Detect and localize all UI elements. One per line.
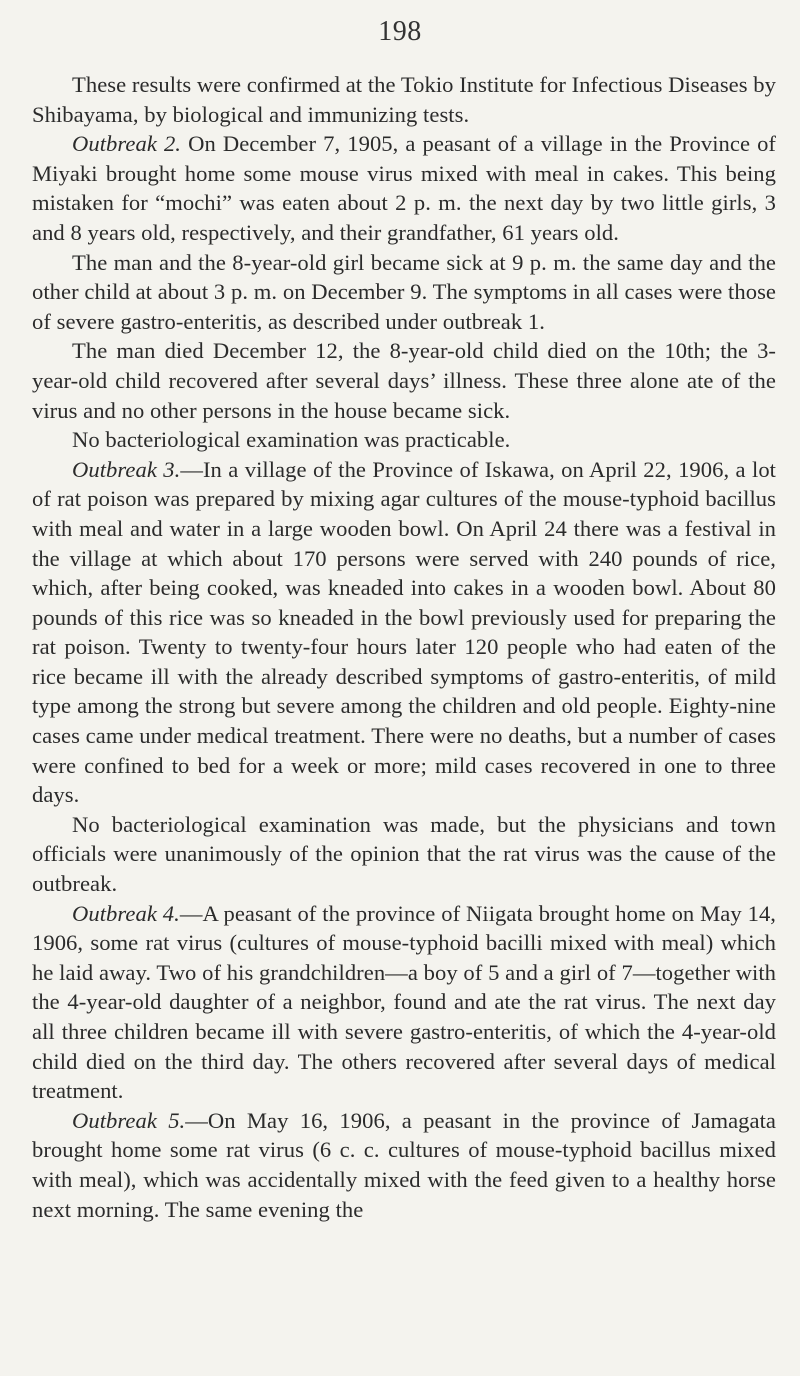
paragraph-text: These results were confirmed at the Tokio Institute for Infectious Diseases by Shibayama, by biological and immunizing tests. (32, 72, 776, 127)
paragraph-results-confirmed (32, 70, 776, 129)
body-text (32, 70, 776, 1224)
outbreak-label: Outbreak 2. (72, 131, 182, 157)
paragraph-outbreak-5 (32, 1106, 776, 1224)
paragraph-outbreak-4 (32, 899, 776, 1106)
paragraph-no-examination (32, 425, 776, 455)
paragraph-text: No bacteriological examination was made, but the physicians and town officials were unanimously of the opinion that the rat virus was the cause of the outbreak. (32, 811, 776, 897)
paragraph-physicians-opinion (32, 810, 776, 899)
paragraph-text: —A peasant of the province of Niigata brought home on May 14, 1906, some rat virus (cultures of mouse-typhoid bacilli mixed with meal) which he laid away. Two of his grandchildren—a boy of 5 and a girl of 7—together with the 4-year-old daughter of a neighbor, found and ate the rat virus. The next day all three children became ill with severe gastro-enteritis, of which the 4-year-old child died on the third day. The others recovered after several days of medical treatment. (32, 900, 776, 1104)
paragraph-text: —On May 16, 1906, a peasant in the province of Jamagata brought home some rat virus (6 c. c. cultures of mouse-typhoid bacillus mixed with meal), which was accidentally mixed with the feed given to a healthy horse next morning. The same evening the (32, 1107, 776, 1222)
outbreak-label: Outbreak 3. (72, 456, 181, 482)
outbreak-label: Outbreak 5. (72, 1107, 186, 1133)
paragraph-text: No bacteriological examination was practicable. (72, 427, 511, 453)
paragraph-outbreak-2 (32, 129, 776, 247)
paragraph-text: The man and the 8-year-old girl became sick at 9 p. m. the same day and the other child at about 3 p. m. on December 9. The symptoms in all cases were those of severe gastro-enteritis, as described under outbreak 1. (32, 249, 776, 334)
page-number: 198 (378, 16, 422, 47)
paragraph-text: —In a village of the Province of Iskawa, on April 22, 1906, a lot of rat poison was prepared by mixing agar cultures of the mouse-typhoid bacillus with meal and water in a large wooden bowl. On April 24 there was a festival in the village at which about 170 persons were served with 240 pounds of rice, which, after being cooked, was kneaded into cakes in a wooden bowl. About 80 pounds of this rice was so kneaded in the bowl previously used for preparing the rat poison. Twenty to twenty-four hours later 120 people who had eaten of the rice became ill with the already described symptoms of gastro-enteritis, of mild type among the strong but severe among the children and old people. Eighty-nine cases came under medical treatment. There were no deaths, but a number of cases were confined to bed for a week or more; mild cases recovered in one to three days. (32, 456, 776, 808)
paragraph-text: The man died December 12, the 8-year-old child died on the 10th; the 3-year-old child recovered after several days’ illness. These three alone ate of the virus and no other persons in the house became sick. (32, 338, 776, 423)
paragraph-text: On December 7, 1905, a peasant of a village in the Province of Miyaki brought home some mouse virus mixed with meal in cakes. This being mistaken for “mochi” was eaten about 2 p. m. the next day by two little girls, 3 and 8 years old, respectively, and their grandfather, 61 years old. (32, 131, 777, 245)
paragraph-outbreak-3 (32, 455, 776, 810)
paragraph-deaths (32, 336, 776, 425)
paragraph-symptoms (32, 248, 776, 337)
outbreak-label: Outbreak 4. (72, 900, 180, 926)
